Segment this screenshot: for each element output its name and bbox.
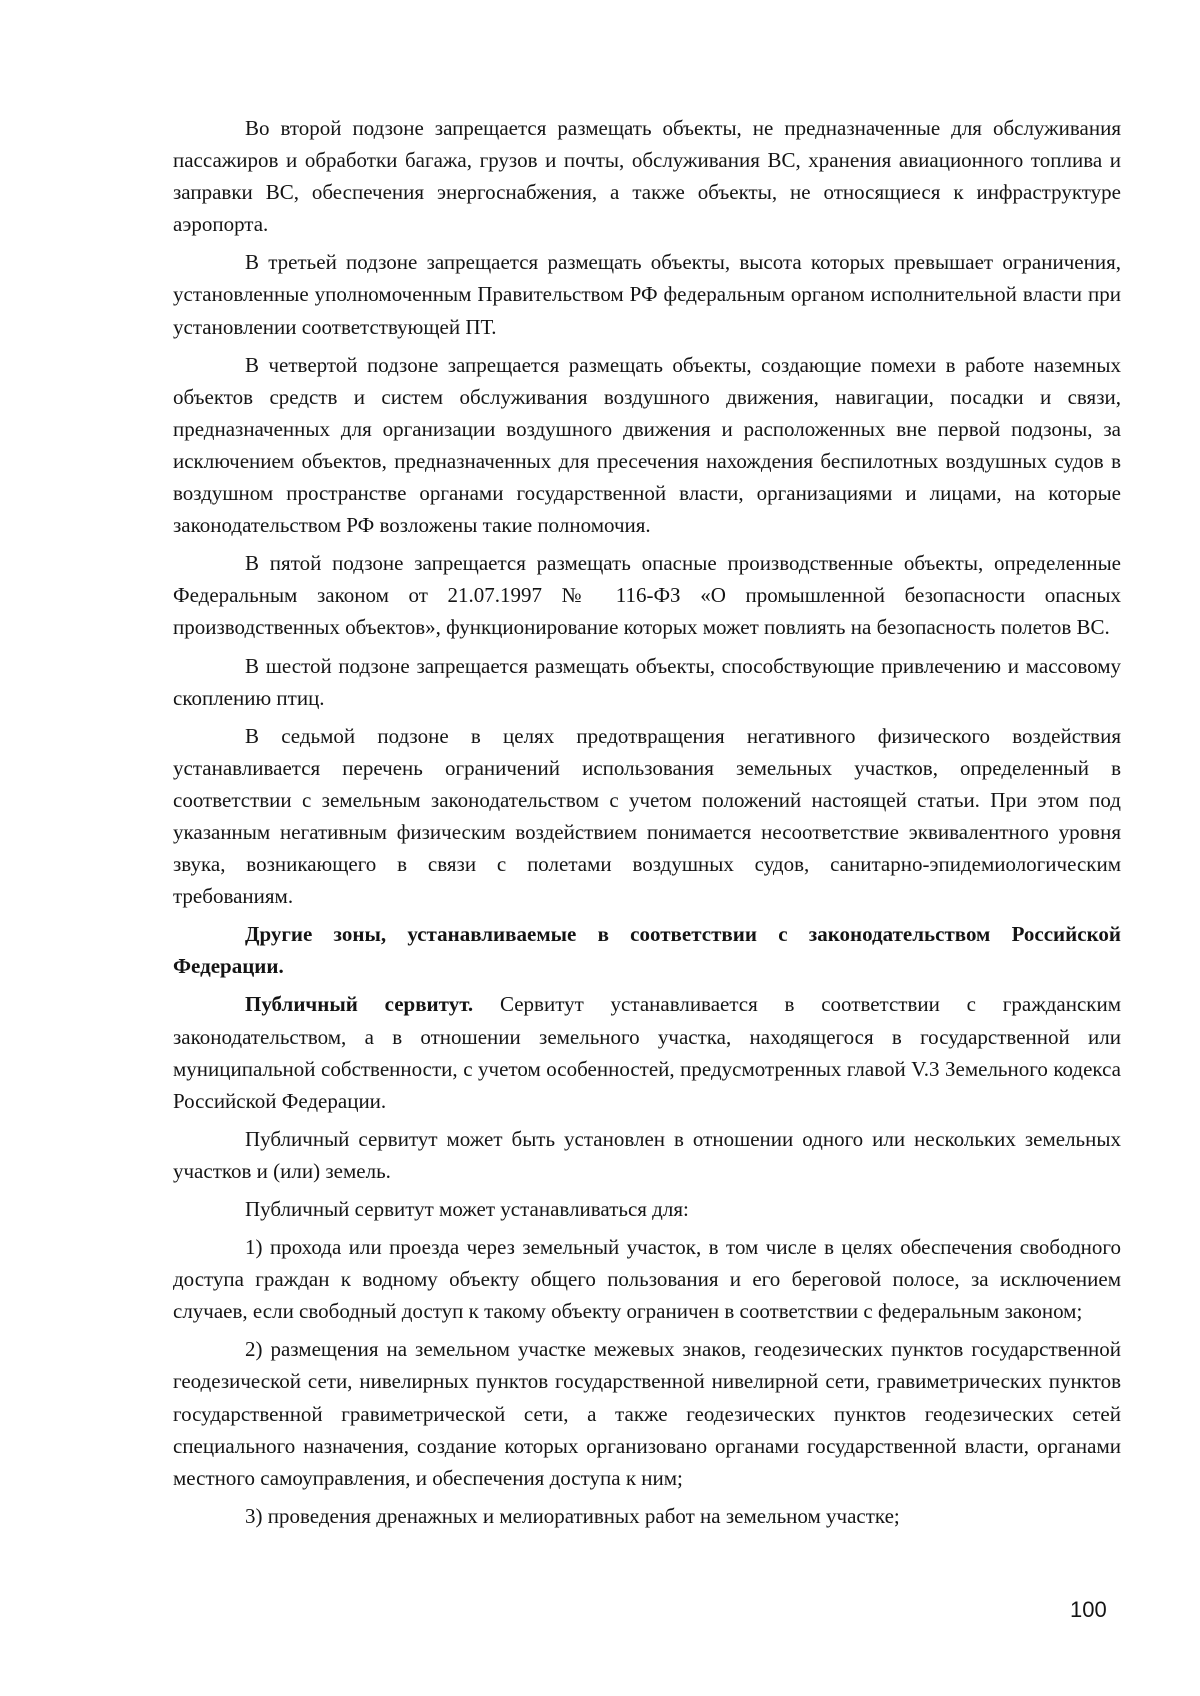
list-item-1: 1) прохода или проезда через земельный участок, в том числе в целях обеспечения свободного доступа граждан к водному объекту общего пользования и его береговой полосе, за исключением случаев, если свободный доступ к такому объекту ограничен в соответствии с федеральным законом; xyxy=(173,1235,1121,1324)
section-heading: Другие зоны, устанавливаемые в соответствии с законодательством Российской Федерации. xyxy=(173,922,1121,979)
paragraph-fourth-subzone: В четвертой подзоне запрещается размещать объекты, создающие помехи в работе наземных объектов средств и систем обслуживания воздушного движения, навигации, посадки и связи, предназначенных для организации воздушного движения и расположенных вне первой подзоны, за исключением объектов, предназначенных для пресечения нахождения беспилотных воздушных судов в воздушном пространстве органами государственной власти, организациями и лицами, на которые законодательством РФ возложены такие полномочия. xyxy=(173,352,1121,538)
paragraph-servitude-scope: Публичный сервитут может быть установлен в отношении одного или нескольких земельных участков и (или) земель. xyxy=(173,1126,1121,1183)
paragraph-servitude-purposes: Публичный сервитут может устанавливаться для: xyxy=(245,1197,689,1221)
paragraph-third-subzone: В третьей подзоне запрещается размещать объекты, высота которых превышает ограничения, установленные уполномоченным Правительством РФ федеральным органом исполнительной власти при установлении соответствующей ПТ. xyxy=(173,250,1121,339)
paragraph-fifth-subzone: В пятой подзоне запрещается размещать опасные производственные объекты, определенные Федеральным законом от 21.07.1997 № 116-ФЗ «О промышленной безопасности опасных производственных объектов», функционирование которых может повлиять на безопасность полетов ВС. xyxy=(173,551,1121,640)
public-servitude-term: Публичный сервитут. xyxy=(245,992,474,1017)
public-servitude-text: Сервитут устанавливается в соответствии с гражданским законодательством, а в отношении земельного участка, находящегося в государственной или муниципальной собственности, с учетом особенностей, предусмотренных главой V.3 Земельного кодекса Российской Федерации. xyxy=(173,992,1121,1113)
list-item-3: 3) проведения дренажных и мелиоративных работ на земельном участке; xyxy=(245,1503,900,1528)
paragraph-seventh-subzone: В седьмой подзоне в целях предотвращения негативного физического воздействия устанавливается перечень ограничений использования земельных участков, определенный в соответствии с земельным законодательством с учетом положений настоящей статьи. При этом под указанным негативным физическим воздействием понимается несоответствие эквивалентного уровня звука, возникающего в связи с полетами воздушных судов, санитарно-эпидемиологическим требованиям. xyxy=(173,723,1121,909)
list-item-2: 2) размещения на земельном участке межевых знаков, геодезических пунктов государственной геодезической сети, нивелирных пунктов государственной нивелирной сети, гравиметрических пунктов государственной гравиметрической сети, а также геодезических пунктов геодезических сетей специального назначения, создание которых организовано органами государственной власти, органами местного самоуправления, и обеспечения доступа к ним; xyxy=(173,1337,1121,1490)
paragraph-sixth-subzone: В шестой подзоне запрещается размещать объекты, способствующие привлечению и массовому скоплению птиц. xyxy=(173,653,1121,710)
page-number: 100 xyxy=(1070,1597,1107,1622)
paragraph-public-servitude xyxy=(173,988,1121,1116)
paragraph-second-subzone: Во второй подзоне запрещается размещать объекты, не предназначенные для обслуживания пассажиров и обработки багажа, грузов и почты, обслуживания ВС, хранения авиационного топлива и заправки ВС, обеспечения энергоснабжения, а также объекты, не относящиеся к инфраструктуре аэропорта. xyxy=(173,116,1121,237)
document-body xyxy=(173,112,1121,1538)
